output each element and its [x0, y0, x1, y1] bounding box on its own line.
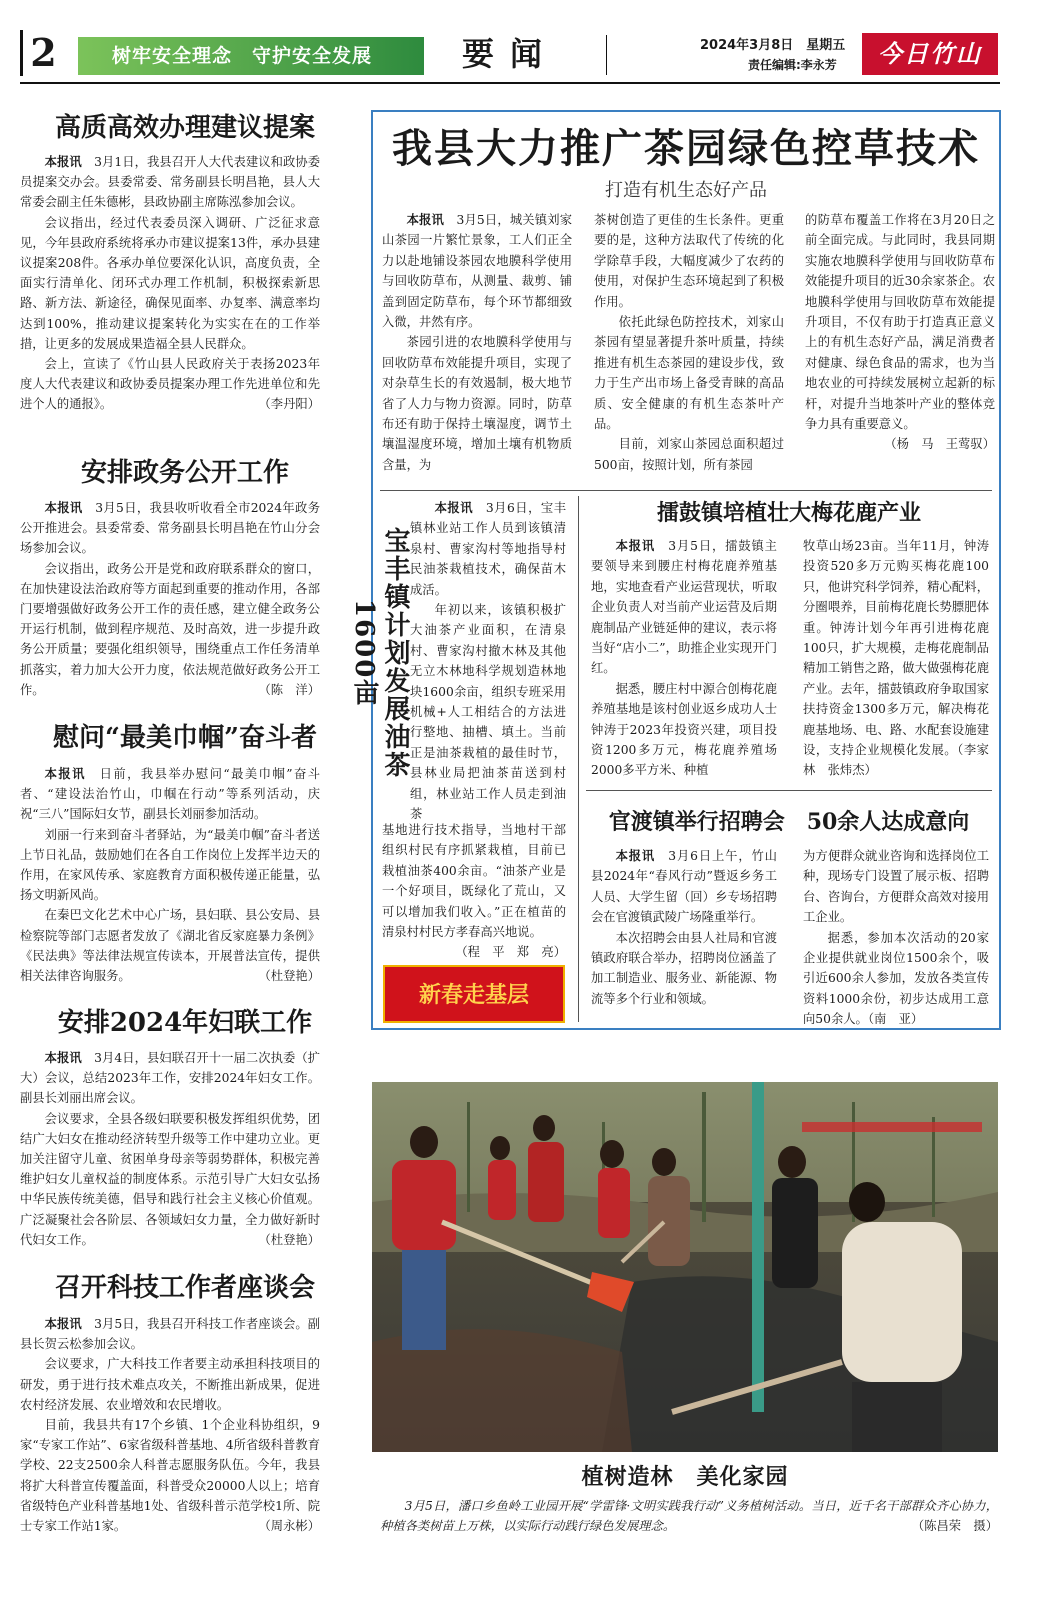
header-divider	[606, 35, 607, 75]
byline: 本报讯	[44, 500, 83, 515]
article-body-proposals	[20, 152, 320, 415]
paragraph: 3月5日，我县召开科技工作者座谈会。副县长贺云松参加会议。	[20, 1317, 320, 1352]
paragraph: 牧草山场23亩。当年11月，钟涛投资520多万元购买梅花鹿100只，他讲究科学饲养，精心配料，分圈喂养，目前梅花鹿长势膘肥体重。钟涛计划今年再引进梅花鹿100只，扩大规模，走梅花鹿制品精加工销售之路，做大做强梅花鹿产业。去年，擂鼓镇政府争取国家扶持资金1300多万元，解决梅花鹿基地场、电、路、水配套设施建设，支持企业规模化发展。	[803, 539, 989, 758]
article-title-womens-federation: 安排2024年妇联工作	[57, 1008, 313, 1038]
paragraph: 3月4日，县妇联召开十一届二次执委（扩大）会议，总结2023年工作，安排2024年妇女工作。副县长刘丽出席会议。	[20, 1051, 320, 1106]
new-spring-grassroots-badge: 新春走基层	[383, 965, 565, 1023]
byline: 本报讯	[615, 538, 656, 553]
paragraph: 3月5日，我县收听收看全市2024年政务公开推进会。县委常委、常务副县长明昌艳在竹山分会场参加会议。	[20, 501, 320, 556]
page-number: 2	[20, 30, 64, 76]
paragraph: 基地进行技术指导，当地村干部组织村民有序抓紧栽植，目前已栽植油茶400余亩。“油茶产业是一个好项目，既绿化了荒山，又可以增加我们收入。”正在植苗的清泉村村民方孝春高兴地说。	[382, 823, 566, 940]
headline-baofeng-oil-tea: 宝丰镇计划发展油茶1600亩	[349, 527, 410, 779]
paragraph: 在秦巴文化艺术中心广场，县妇联、县公安局、县检察院等部门志愿者发放了《湖北省反家庭暴力条例》《民法典》等法律法规宣传读本，开展普法宣传，提供相关法律咨询服务。	[20, 908, 320, 984]
paragraph: 会议要求，广大科技工作者要主动承担科技项目的研发，勇于进行技术难点攻关，不断推出新成果，促进农村经济发展、农业增效和农民增收。	[20, 1357, 320, 1412]
byline: 本报讯	[44, 766, 86, 781]
article-body-sci-tech	[20, 1314, 320, 1536]
paragraph: 茶树创造了更佳的生长条件。更重要的是，这种方法取代了传统的化学除草手段，大幅度减少了农药的使用，对保护生态环境起到了积极作用。	[594, 213, 784, 309]
job-fair-col-2	[803, 846, 989, 1030]
paragraph: 刘丽一行来到奋斗者驿站，为“最美巾帼”奋斗者送上节日礼品，鼓励她们在各自工作岗位上发挥半边天的作用，在家风传承、家庭教育方面积极传递正能量，弘扬文明新风尚。	[20, 827, 320, 903]
column-divider	[578, 496, 579, 1022]
paragraph: 目前，我县共有17个乡镇、1个企业科协组织，9家“专家工作站”、6家省级科普基地、4所省级科普教育学校、22支2500余人科普志愿服务队伍。今年，我县将扩大科普宣传覆盖面，科普受众20000人以上；培育省级特色产业科普基地1处、省级科普示范学校1所、院士专家工作站1家。	[20, 1418, 320, 1534]
byline: 本报讯	[434, 500, 474, 515]
section-divider	[380, 490, 992, 491]
slogan-banner: 树牢安全理念 守护安全发展	[78, 37, 424, 75]
section-title: 要闻	[462, 35, 559, 73]
paragraph: 3月1日，我县召开人大代表建议和政协委员提案交办会。县委常委、常务副县长明昌艳，县人大常委会副主任朱德彬，县政协副主席陈泓参加会议。	[20, 155, 320, 210]
author-signature: （南 亚）	[867, 1012, 924, 1027]
job-fair-col-1	[591, 846, 777, 1009]
author-signature: （李家林 张炜杰）	[803, 743, 989, 778]
section-divider	[586, 790, 992, 791]
baofeng-article-bottom	[382, 820, 566, 963]
byline: 本报讯	[44, 154, 82, 169]
article-body-women	[20, 764, 320, 986]
article-title-women: 慰问“最美巾帼”奋斗者	[53, 723, 317, 753]
paragraph: 日前，我县举办慰问“最美巾帼”奋斗者、“建设法治竹山，巾帼在行动”等系列活动，庆祝“三八”国际妇女节，副县长刘丽参加活动。	[20, 767, 320, 822]
byline: 本报讯	[615, 848, 656, 863]
article-title-sci-tech: 召开科技工作者座谈会	[54, 1273, 315, 1303]
paragraph: 3月5日，城关镇刘家山茶园一片繁忙景象，工人们正全力以赴地铺设茶园农地膜科学使用与回收防草布，从测量、裁剪、铺盖到固定防草布，每个环节都细致入微，井然有序。	[382, 213, 572, 330]
subheadline-tea-garden: 打造有机生态好产品	[605, 180, 767, 201]
paragraph: 3月5日，擂鼓镇主要领导来到腰庄村梅花鹿养殖基地，实地查看产业运营现状，听取企业负责人对当前产业运营及后期鹿制品产业链延伸的建议，表示将当好“店小二”，助推企业实现开门红。	[591, 539, 777, 676]
paragraph: 为方便群众就业咨询和选择岗位工种，现场专门设置了展示板、招聘台、咨询台，方便群众高效对接用工企业。	[803, 849, 989, 925]
article-title-gov-affairs: 安排政务公开工作	[80, 458, 289, 488]
byline: 本报讯	[406, 212, 444, 227]
headline-job-fair: 官渡镇举行招聘会 50余人达成意向	[608, 809, 970, 835]
tea-article-col-3	[805, 210, 995, 455]
paragraph: 本次招聘会由县人社局和官渡镇政府联合举办，招聘岗位涵盖了加工制造业、服务业、新能源、物流等多个行业和领域。	[591, 930, 777, 1006]
paragraph: 会议指出，政务公开是党和政府联系群众的窗口，在加快建设法治政府等方面起到重要的推动作用，各部门要增强做好政务公开工作的责任感，建立健全政务公开运行机制，做到程序规范、及时高效，进一步提升政务公开质量；要强化组织领导，围绕重点工作任务清单抓落实，着力加大公开力度，依法规范做好政务公开工作。	[20, 561, 320, 697]
baofeng-article-top	[410, 498, 566, 825]
caption-text: 3月5日，潘口乡鱼岭工业园开展“学雷锋·文明实践我行动”义务植树活动。当日，近千名干部群众齐心协力，种植各类树苗上万株，以实际行动践行绿色发展理念。	[380, 1499, 998, 1533]
tea-article-col-1	[382, 210, 572, 475]
paragraph: 据悉，腰庄村中源合创梅花鹿养殖基地是该村创业返乡成功人士钟涛于2023年投资兴建，项目投资1200多万元，梅花鹿养殖场2000多平方米、种植	[591, 681, 777, 778]
paragraph: 3月6日，宝丰镇林业站工作人员到该镇清泉村、曹家沟村等地指导村民油茶栽植技术，确保苗木成活。	[410, 501, 566, 597]
headline-deer-industry: 擂鼓镇培植壮大梅花鹿产业	[656, 500, 921, 526]
deer-article-col-1	[591, 536, 777, 781]
newspaper-logo: 今日竹山	[862, 33, 998, 75]
headline-tea-garden: 我县大力推广茶园绿色控草技术	[392, 125, 980, 172]
author-signature: （周永彬）	[258, 1519, 320, 1534]
paragraph: 的防草布覆盖工作将在3月20日之前全面完成。与此同时，我县同期实施农地膜科学使用与回收防草布效能提升项目的近30余家茶企。农地膜科学使用与回收防草布效能提升项目，不仅有助于打造真正意义上的有机生态好产品，满足消费者对健康、绿色食品的需求，也为当地农业的可持续发展树立起新的标杆，对提升当地茶叶产业的整体竞争力具有重要意义。	[805, 213, 995, 432]
article-title-proposals: 高质高效办理建议提案	[54, 113, 315, 143]
byline: 本报讯	[44, 1316, 82, 1331]
author-signature: （程 平 郑 亮）	[455, 945, 566, 960]
author-signature: （杜登艳）	[258, 1232, 320, 1247]
photo-caption-title: 植树造林 美化家园	[581, 1464, 789, 1490]
editor-credit: 责任编辑:李永芳	[748, 58, 837, 72]
issue-date: 2024年3月8日 星期五	[700, 38, 846, 53]
paragraph: 茶园引进的农地膜科学使用与回收防草布效能提升项目，实现了对杂草生长的有效遏制，极大地节省了人力与物力资源。同时，防草布还有助于保持土壤湿度，调节土壤温湿度环境，增加土壤有机物质含量，为	[382, 335, 572, 472]
header-rule	[20, 82, 1000, 84]
paragraph: 依托此绿色防控技术，刘家山茶园有望显著提升茶叶质量，持续推进有机生态茶园的建设步伐，致力于生产出市场上备受青睐的高品质、安全健康的有机生态茶叶产品。	[594, 315, 784, 432]
paragraph: 会议指出，经过代表委员深入调研、广泛征求意见，今年县政府系统将承办市建议提案13件，承办县建议提案208件。各承办单位要深化认识，高度负责，全面实行清单化、闭环式办理工作机制，积极探索新思路、新方法、新途径，确保见面率、办复率、满意率均达到100%，推动建议提案转化为实实在在的工作举措，让更多的发展成果造福全县人民群众。	[20, 215, 320, 351]
byline: 本报讯	[44, 1050, 82, 1065]
photo-credit: （陈昌荣 摄）	[911, 1519, 998, 1533]
paragraph: 年初以来，该镇积极扩大油茶产业面积，在清泉村、曹家沟村撤木林及其他无立木林地科学规划造林地块1600余亩，组织专班采用机械+人工相结合的方法进行整地、抽槽、填土。当前正是油茶栽植的最佳时节，县林业局把油茶苗送到村组，林业站工作人员走到油茶	[410, 603, 566, 822]
author-signature: （杨 马 王莺驭）	[884, 437, 995, 452]
author-signature: （杜登艳）	[258, 969, 320, 984]
deer-article-col-2	[803, 536, 989, 781]
photo-caption	[380, 1496, 998, 1536]
paragraph: 目前，刘家山茶园总面积超过500亩，按照计划，所有茶园	[594, 437, 784, 472]
paragraph: 据悉，参加本次活动的20家企业提供就业岗位1500余个，吸引近600余人参加，发放各类宣传资料1000余份，初步达成用工意向50余人。	[803, 930, 989, 1027]
author-signature: （陈 洋）	[258, 682, 320, 697]
tree-planting-photo	[372, 1082, 998, 1452]
article-body-womens-federation	[20, 1048, 320, 1250]
article-body-gov-affairs	[20, 498, 320, 700]
paragraph: 会议要求，全县各级妇联要积极发挥组织优势，团结广大妇女在推动经济转型升级等工作中建功立业。更加关注留守儿童、贫困单身母亲等弱势群体，积极完善维护妇女儿童权益的制度体系。示范引导广大妇女弘扬中华民族传统美德，倡导和践行社会主义核心价值观。广泛凝聚社会各阶层、各领域妇女力量，全力做好新时代妇女工作。	[20, 1111, 320, 1247]
tea-article-col-2	[594, 210, 784, 475]
paragraph: 3月6日上午，竹山县2024年“春风行动”暨返乡务工人员、大学生留（回）乡专场招聘会在官渡镇武陵广场隆重举行。	[591, 849, 777, 925]
paragraph: 会上，宣读了《竹山县人民政府关于表扬2023年度人大代表建议和政协委员提案办理工作先进单位和先进个人的通报》。	[20, 357, 320, 412]
author-signature: （李丹阳）	[258, 397, 320, 412]
